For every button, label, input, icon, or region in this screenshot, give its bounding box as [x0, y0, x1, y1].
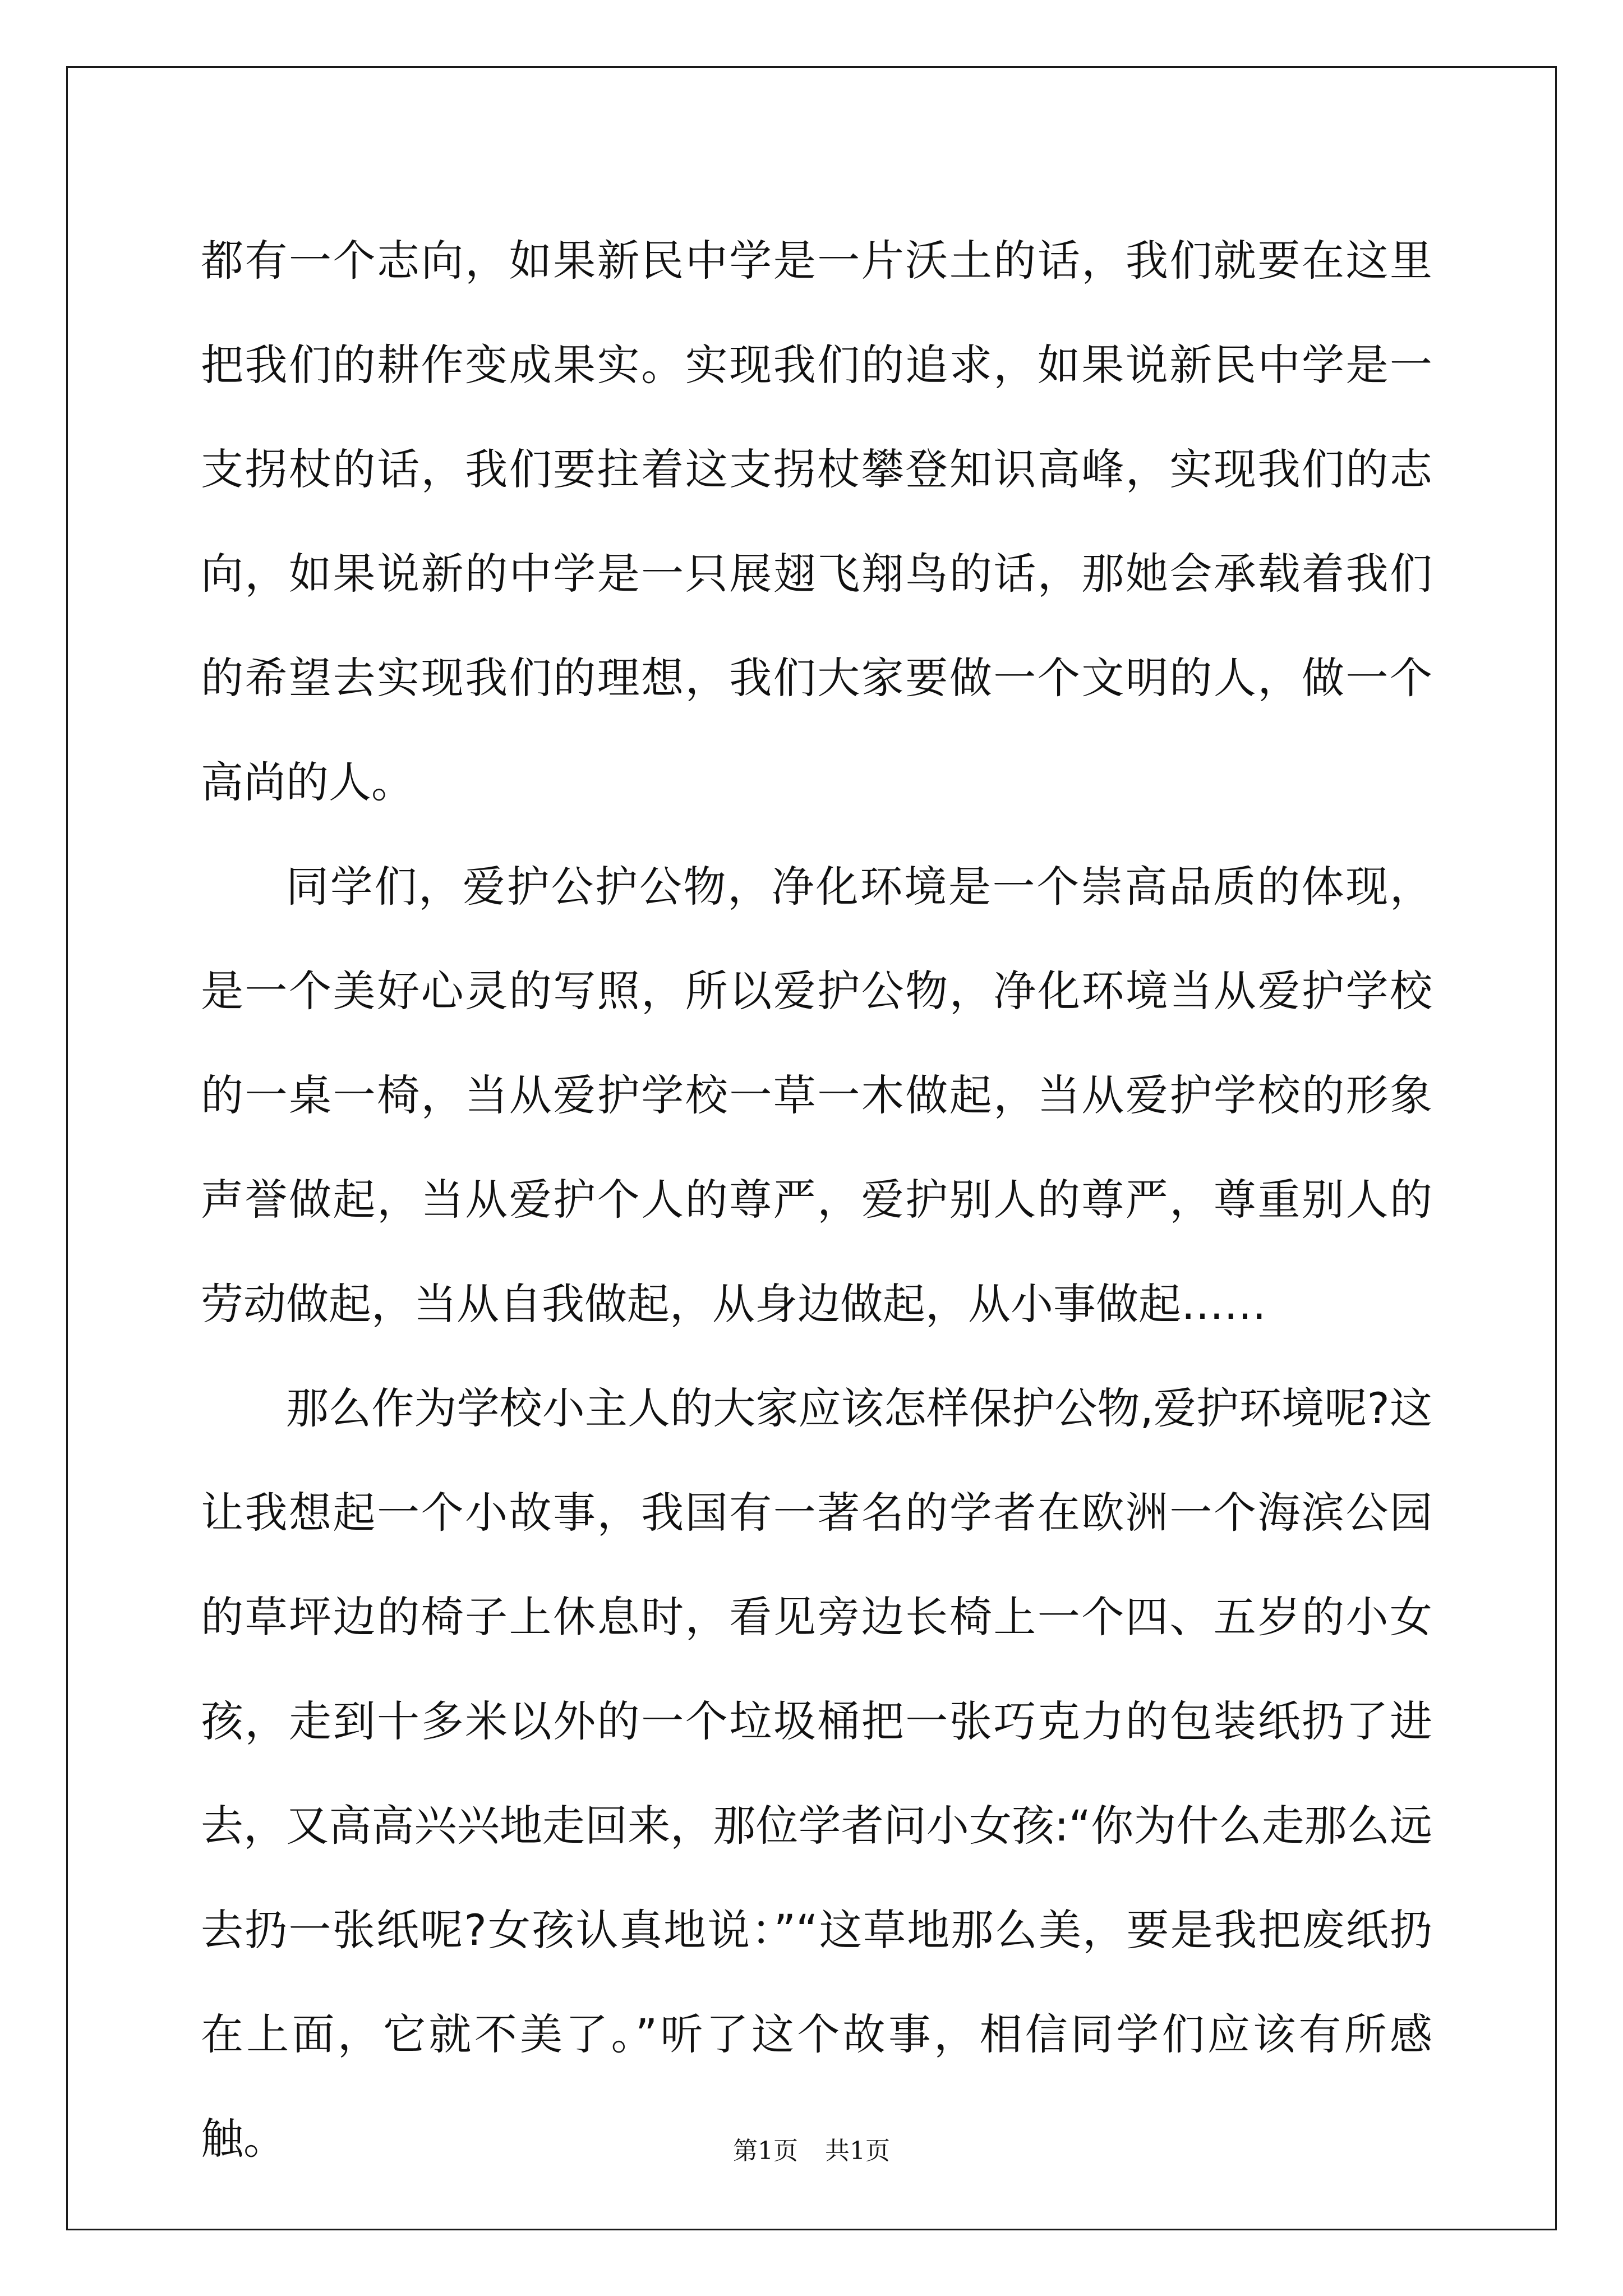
document-body	[201, 209, 1432, 2191]
paragraph-2: 同学们，爱护公护公物，净化环境是一个崇高品质的体现，是一个美好心灵的写照，所以爱护公物，净化环境当从爱护学校的一桌一椅，当从爱护学校一草一木做起，当从爱护学校的形象声誉做起，当从爱护个人的尊严，爱护别人的尊严，尊重别人的劳动做起，当从自我做起，从身边做起，从小事做起……	[201, 862, 1432, 1329]
page-number-total: 共1页	[825, 2137, 890, 2165]
page-number-current: 第1页	[733, 2137, 798, 2165]
paragraph-3: 那么作为学校小主人的大家应该怎样保护公物,爱护环境呢?这让我想起一个小故事，我国有一著名的学者在欧洲一个海滨公园的草坪边的椅子上休息时，看见旁边长椅上一个四、五岁的小女孩，走到十多米以外的一个垃圾桶把一张巧克力的包装纸扔了进去，又高高兴兴地走回来，那位学者问小女孩:“你为什么走那么远去扔一张纸呢?女孩认真地说：”“这草地那么美，要是我把废纸扔在上面，它就不美了。”听了这个故事，相信同学们应该有所感触。	[201, 1383, 1432, 2164]
page-footer	[0, 2131, 1623, 2166]
paragraph-1: 都有一个志向，如果新民中学是一片沃土的话，我们就要在这里把我们的耕作变成果实。实现我们的追求，如果说新民中学是一支拐杖的话，我们要拄着这支拐杖攀登知识高峰，实现我们的志向，如果说新的中学是一只展翅飞翔鸟的话，那她会承载着我们的希望去实现我们的理想，我们大家要做一个文明的人，做一个高尚的人。	[201, 236, 1432, 807]
